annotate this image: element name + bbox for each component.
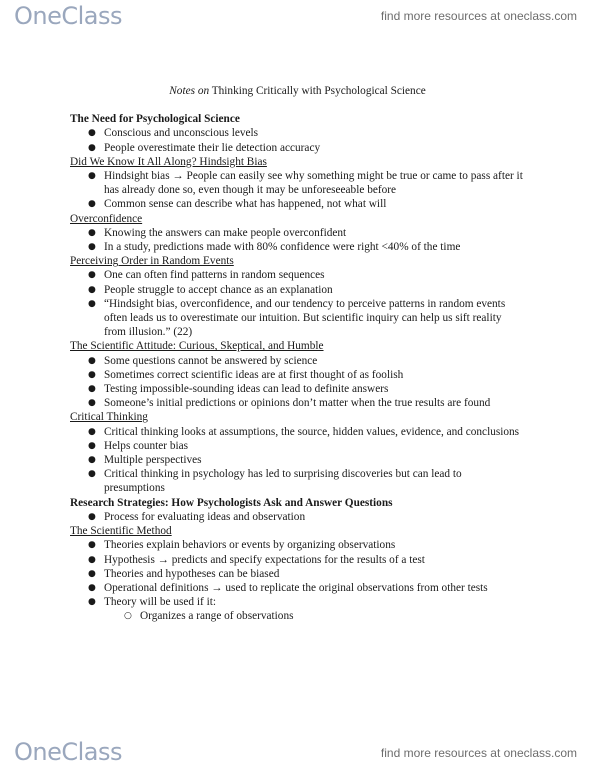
bullet-icon: ●: [88, 355, 96, 366]
list-item: ● One can often find patterns in random sequences: [88, 269, 325, 282]
section-heading: The Need for Psychological Science: [70, 113, 240, 126]
bullet-icon: ●: [88, 199, 96, 210]
list-item: ● Common sense can describe what has happened, not what will: [88, 198, 387, 211]
bullet-icon: ●: [88, 540, 96, 551]
logo-text-class: Class: [61, 738, 123, 766]
list-item: ● Sometimes correct scientific ideas are at first thought of as foolish: [88, 368, 404, 381]
hollow-bullet-icon: ○: [124, 611, 132, 622]
list-item: ● Critical thinking looks at assumptions, the source, hidden values, evidence, and conclusions: [88, 425, 520, 438]
bullet-icon: ●: [88, 171, 96, 182]
section-heading: The Scientific Method: [70, 525, 172, 538]
bullet-icon: ●: [88, 384, 96, 395]
list-item: ● In a study, predictions made with 80% confidence were right <40% of the time: [88, 241, 461, 254]
notes-document: [0, 84, 595, 624]
list-item: ● Some questions cannot be answered by science: [88, 354, 318, 367]
list-item: ● Theories explain behaviors or events by organizing observations: [88, 539, 396, 552]
bullet-icon: ●: [88, 242, 96, 253]
resources-link-top[interactable]: find more resources at oneclass.com: [380, 9, 577, 23]
section-heading: Critical Thinking: [70, 411, 148, 424]
logo-text-one: One: [14, 2, 62, 30]
section-heading: Overconfidence: [70, 212, 143, 225]
title-rest: Thinking Critically with Psychological Science: [209, 85, 426, 97]
logo-text-class: Class: [61, 2, 123, 30]
bullet-icon: ●: [88, 469, 96, 480]
list-item: ● Someone’s initial predictions or opinions don’t matter when the true results are found: [88, 397, 491, 410]
list-item: ● Theory will be used if it:: [88, 596, 217, 609]
bullet-icon: ●: [88, 554, 96, 565]
section-heading: Perceiving Order in Random Events: [70, 255, 234, 268]
list-item: ● Critical thinking in psychology has led to surprising discoveries but can lead to presumptions: [88, 468, 462, 495]
section-heading: Research Strategies: How Psychologists Ask and Answer Questions: [70, 496, 393, 509]
list-item: ● Conscious and unconscious levels: [88, 127, 259, 140]
bullet-icon: ●: [88, 568, 96, 579]
bullet-icon: ●: [88, 298, 96, 309]
section-heading: Did We Know It All Along? Hindsight Bias: [70, 155, 267, 168]
list-item: ● Theories and hypotheses can be biased: [88, 567, 280, 580]
bullet-icon: ●: [88, 455, 96, 466]
bullet-icon: ●: [88, 369, 96, 380]
list-item: ● People overestimate their lie detection accuracy: [88, 141, 321, 154]
list-item: ● Knowing the answers can make people overconfident: [88, 226, 347, 239]
logo-text-one: One: [14, 738, 62, 766]
list-item: ● “Hindsight bias, overconfidence, and our tendency to perceive patterns in random events often leads us to overestimate our intuition. But scientific inquiry can help us sift reality from illusion.” (22): [88, 297, 506, 339]
bullet-icon: ●: [88, 426, 96, 437]
list-item: ● Helps counter bias: [88, 439, 189, 452]
bullet-icon: ●: [88, 128, 96, 139]
bullet-icon: ●: [88, 270, 96, 281]
bullet-icon: ●: [88, 511, 96, 522]
oneclass-logo-bottom[interactable]: [14, 740, 122, 764]
list-item: ● Testing impossible-sounding ideas can lead to definite answers: [88, 383, 389, 396]
list-item: ● Hypothesis → predicts and specify expectations for the results of a test: [88, 553, 425, 566]
list-item: ● Hindsight bias → People can easily see why something might be true or came to pass after it has already done so, even though it may be unforeseeable before: [88, 170, 523, 197]
bullet-icon: ●: [88, 440, 96, 451]
list-item: ● Operational definitions → used to replicate the original observations from other tests: [88, 581, 488, 594]
oneclass-logo-top[interactable]: [14, 4, 122, 28]
section-heading: The Scientific Attitude: Curious, Skeptical, and Humble: [70, 340, 324, 353]
bullet-icon: ●: [88, 227, 96, 238]
bullet-icon: ●: [88, 597, 96, 608]
list-item: ● Process for evaluating ideas and observation: [88, 510, 306, 523]
list-item: ● People struggle to accept chance as an explanation: [88, 283, 333, 296]
bullet-icon: ●: [88, 284, 96, 295]
resources-link-bottom[interactable]: find more resources at oneclass.com: [380, 746, 577, 760]
sub-list-item: ○ Organizes a range of observations: [124, 610, 294, 623]
bullet-icon: ●: [88, 142, 96, 153]
bullet-icon: ●: [88, 582, 96, 593]
list-item: ● Multiple perspectives: [88, 454, 202, 467]
title-italic: Notes on: [169, 85, 210, 97]
bullet-icon: ●: [88, 398, 96, 409]
page-title: [0, 84, 595, 98]
